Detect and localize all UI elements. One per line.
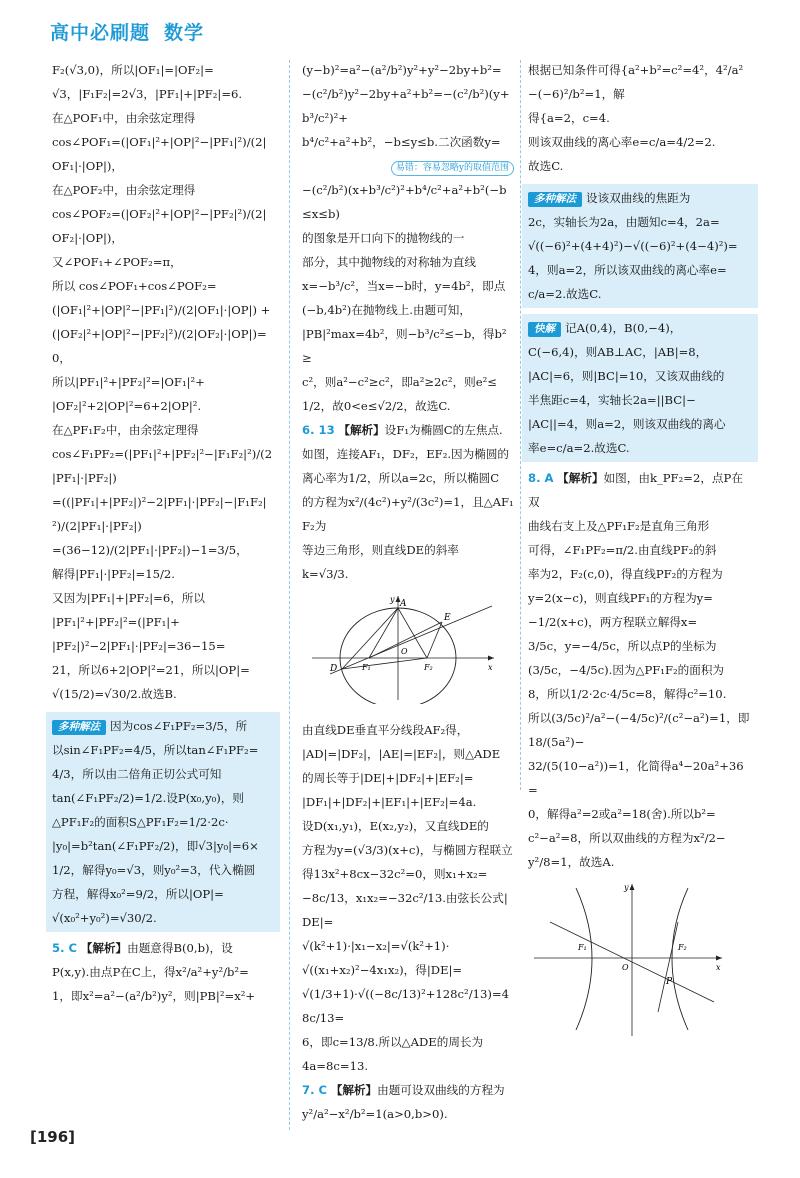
column-divider-2 [520, 60, 521, 790]
question-number: 5. C [52, 941, 78, 955]
text-line: √(1/3+1)·√((−8c/13)²+128c²/13)=48c/13= [302, 987, 509, 1025]
text-line: cos∠POF₂=(|OF₂|²+|OP|²−|PF₂|²)/(2|OF₂|·|OP|)， [52, 207, 267, 245]
book-title: 高中必刷题 [50, 22, 151, 44]
label-p: P [666, 977, 673, 987]
text-line: 3/5c，y=−4/5c，所以点P的坐标为 [528, 639, 717, 653]
text-line: 根据已知条件可得{a²+b²=c²=4²，4²/a²−(−6)²/b²=1，解 [528, 63, 744, 101]
hyperbola-figure [528, 880, 752, 1048]
text-line: 1/2，解得y₀=√3，则y₀²=3，代入椭圆 [52, 863, 256, 877]
text-line: P(x,y).由点P在C上，得x²/a²+y²/b²= [52, 965, 249, 979]
question-8 [528, 466, 752, 874]
text-line: 半焦距c=4，实轴长2a=||BC|− [528, 393, 696, 407]
text-line: 1，即x²=a²−(a²/b²)y²，则|PB|²=x²+ [52, 989, 256, 1003]
analysis-label: 【解析】 [338, 423, 385, 437]
text-line: √(k²+1)·|x₁−x₂|=√(k²+1)· [302, 939, 450, 953]
text-line: 离心率为1/2，所以a=2c，所以椭圆C [302, 471, 500, 485]
column-2 [302, 58, 514, 1126]
text-line: 设该双曲线的焦距为 [586, 191, 691, 205]
ellipse-diagram [302, 592, 502, 704]
text-line: 记A(0,4)，B(0,−4)， [565, 321, 682, 335]
text-line: 设F₁为椭圆C的左焦点. [384, 423, 503, 437]
text-line: √(x₀²+y₀²)=√30/2. [52, 911, 157, 925]
subject-title: 数学 [164, 22, 205, 44]
text-line: 21，所以6+2|OP|²=21，所以|OP|= [52, 663, 250, 677]
text-line: b⁴/c²+a²+b²，−b≤y≤b.二次函数y= [302, 135, 501, 149]
text-line: 率为2，F₂(c,0)，得直线PF₂的方程为 [528, 567, 723, 581]
text-line: 因为cos∠F₁PF₂=3/5，所 [110, 719, 248, 733]
label-x: x [716, 963, 721, 972]
text-line: (−b,4b²)在抛物线上.由题可知， [302, 303, 471, 317]
hyperbola-diagram [528, 880, 728, 1040]
text-line: −(c²/b²)y²−2by+a²+b²=−(c²/b²)(y+b³/c²)²+ [302, 87, 510, 125]
segment-ef2 [427, 622, 442, 658]
text-line: |PF₁|²+|PF₂|²=(|PF₁|+ [52, 615, 180, 629]
text-line: 4，则a=2，所以该双曲线的离心率e= [528, 263, 727, 277]
text-line: |AC|=6，则|BC|=10，又该双曲线的 [528, 369, 725, 383]
question-6 [302, 418, 514, 586]
question-5 [52, 936, 274, 1008]
page-number: [196] [30, 1128, 76, 1146]
text-line: |DF₁|+|DF₂|+|EF₁|+|EF₂|=4a. [302, 795, 477, 809]
text-line: −(c²/b²)(x+b³/c²)²+b⁴/c²+a²+b²(−b≤x≤b) [302, 183, 507, 221]
x-axis-arrow [716, 956, 722, 961]
text-line: 在△POF₂中，由余弦定理得 [52, 183, 196, 197]
text-line: −1/2(x+c)，两方程联立解得x= [528, 615, 698, 629]
col1-body [52, 58, 274, 706]
text-line: (|OF₂|²+|OP|²−|PF₂|²)/(2|OF₂|·|OP|)=0， [52, 327, 267, 365]
text-line: |PB|²max=4b²，则−b³/c²≤−b，得b²≥ [302, 327, 507, 365]
label-f2: F₂ [424, 663, 433, 672]
label-x: x [488, 663, 493, 672]
x-axis-arrow [488, 656, 494, 661]
text-line: c/a=2.故选C. [528, 287, 602, 301]
question-number: 7. C [302, 1083, 328, 1097]
label-a: A [400, 599, 407, 609]
text-line: |AC||=4，则a=2，则该双曲线的离心 [528, 417, 726, 431]
text-line: 以sin∠F₁PF₂=4/5，所以tan∠F₁PF₂= [52, 743, 259, 757]
hyperbola-right-branch [672, 888, 688, 1030]
text-line: 又∠POF₁+∠POF₂=π， [52, 255, 182, 269]
text-line: 所以|PF₁|²+|PF₂|²=|OF₁|²+ [52, 375, 205, 389]
question-7 [302, 1078, 514, 1126]
text-line: 方程，解得x₀²=9/2，所以|OP|= [52, 887, 224, 901]
text-line: √((−6)²+(4+4)²)−√((−6)²+(4−4)²)= [528, 239, 738, 253]
text-line: 4/3，所以由二倍角正切公式可知 [52, 767, 222, 781]
label-y: y [624, 883, 629, 892]
y-axis-arrow [630, 884, 635, 890]
text-line: 的周长等于|DE|+|DF₂|+|EF₂|= [302, 771, 474, 785]
text-line: cos∠F₁PF₂=(|PF₁|²+|PF₂|²−|F₁F₂|²)/(2|PF₁|·|PF₂|) [52, 447, 273, 485]
text-line: 等边三角形，则直线DE的斜率 [302, 543, 459, 557]
label-f1: F₁ [362, 663, 371, 672]
text-line: 则该双曲线的离心率e=c/a=4/2=2. [528, 135, 716, 149]
text-line: |AD|=|DF₂|，|AE|=|EF₂|，则△ADE [302, 747, 501, 761]
text-line: 由题意得B(0,b)，设 [127, 941, 233, 955]
multi-solution-box-1 [46, 712, 280, 932]
text-line: 率e=c/a=2.故选C. [528, 441, 630, 455]
text-line: 设D(x₁,y₁)，E(x₂,y₂)，又直线DE的 [302, 819, 489, 833]
text-line: 如图，由k_PF₂=2，点P在双 [528, 471, 743, 509]
label-y: y [390, 595, 395, 604]
text-line: (3/5c，−4/5c).因为△PF₁F₂的面积为 [528, 663, 725, 677]
text-line: 的图象是开口向下的抛物线的一 [302, 231, 465, 245]
label-d: D [330, 664, 338, 674]
text-line: 2c，实轴长为2a，由题知c=4，2a= [528, 215, 720, 229]
text-line: =(36−12)/(2|PF₁|·|PF₂|)−1=3/5， [52, 543, 248, 557]
label-f1: F₁ [578, 943, 587, 952]
text-line: y²/8=1，故选A. [528, 855, 615, 869]
multi-solution-tag: 多种解法 [52, 720, 106, 735]
text-line: (y−b)²=a²−(a²/b²)y²+y²−2by+b²= [302, 63, 502, 77]
text-line: 所以(3/5c)²/a²−(−4/5c)²/(c²−a²)=1，即18/(5a²)− [528, 711, 750, 749]
analysis-label: 【解析】 [330, 1083, 378, 1097]
text-line: 得{a=2，c=4. [528, 111, 610, 125]
ellipse-figure [302, 592, 514, 712]
column-divider-1 [289, 60, 290, 1130]
text-line: 曲线右支上及△PF₁F₂是直角三角形 [528, 519, 710, 533]
analysis-label: 【解析】 [80, 941, 128, 955]
text-line: 方程为y=(√3/3)(x+c)，与椭圆方程联立 [302, 843, 513, 857]
mistake-note-bubble: 易错：容易忽略y的取值范围 [391, 161, 514, 176]
quick-solution-tag: 快解 [528, 322, 561, 337]
analysis-label: 【解析】 [557, 471, 604, 485]
book-header [50, 18, 204, 45]
text-line: 的方程为x²/(4c²)+y²/(3c²)=1，且△AF₁F₂为 [302, 495, 514, 533]
multi-solution-box-2 [522, 184, 758, 308]
text-line: y=2(x−c)，则直线PF₁的方程为y= [528, 591, 713, 605]
label-origin: O [401, 647, 408, 656]
text-line: 0，解得a²=2或a²=18(舍).所以b²= [528, 807, 716, 821]
text-line: 得13x²+8cx−32c²=0，则x₁+x₂= [302, 867, 488, 881]
text-line: 在△PF₁F₂中，由余弦定理得 [52, 423, 199, 437]
text-line: c²−a²=8，所以双曲线的方程为x²/2− [528, 831, 726, 845]
text-line: 解得|PF₁|·|PF₂|=15/2. [52, 567, 175, 581]
text-line: C(−6,4)，则AB⊥AC，|AB|=8， [528, 345, 708, 359]
text-line: |PF₂|)²−2|PF₁|·|PF₂|=36−15= [52, 639, 226, 653]
text-line: k=√3/3. [302, 567, 349, 581]
text-line: 1/2，故0<e≤√2/2，故选C. [302, 399, 451, 413]
text-line: 由直线DE垂直平分线段AF₂得， [302, 723, 469, 737]
text-line: 6，即c=13/8.所以△ADE的周长为 [302, 1035, 484, 1049]
text-line: 故选C. [528, 159, 564, 173]
text-line: 8，所以1/2·2c·4/5c=8，解得c²=10. [528, 687, 727, 701]
text-line: y²/a²−x²/b²=1(a>0,b>0). [302, 1107, 448, 1121]
text-line: cos∠POF₁=(|OF₁|²+|OP|²−|PF₁|²)/(2|OF₁|·|OP|)， [52, 135, 267, 173]
text-line: 由题可设双曲线的方程为 [377, 1083, 505, 1097]
text-line: F₂(√3,0)，所以|OF₁|=|OF₂|= [52, 63, 214, 77]
label-e: E [444, 613, 451, 623]
text-line: √3，|F₁F₂|=2√3，|PF₁|+|PF₂|=6. [52, 87, 243, 101]
text-line: |y₀|=b²tan(∠F₁PF₂/2)，即√3|y₀|=6× [52, 839, 259, 853]
text-line: 所以 cos∠POF₁+cos∠POF₂= [52, 279, 217, 293]
text-line: 部分，其中抛物线的对称轴为直线 [302, 255, 476, 269]
column-3 [528, 58, 752, 1054]
question-number: 6. 13 [302, 423, 335, 437]
multi-solution-tag: 多种解法 [528, 192, 582, 207]
text-line: 可得，∠F₁PF₂=π/2.由直线PF₂的斜 [528, 543, 717, 557]
label-origin: O [622, 963, 629, 972]
quick-solution-box [522, 314, 758, 462]
text-line: 如图，连接AF₁，DF₂，EF₂.因为椭圆的 [302, 447, 510, 461]
text-line: 在△POF₁中，由余弦定理得 [52, 111, 196, 125]
line-de [330, 606, 492, 674]
text-line: √((x₁+x₂)²−4x₁x₂)，得|DE|= [302, 963, 463, 977]
text-line: x=−b³/c²，当x=−b时，y=4b²，即点 [302, 279, 506, 293]
text-line: =((|PF₁|+|PF₂|)²−2|PF₁|·|PF₂|−|F₁F₂|²)/(2|PF₁|·|PF₂|) [52, 495, 267, 533]
line-pf2 [658, 922, 678, 1012]
text-line: 又因为|PF₁|+|PF₂|=6，所以 [52, 591, 205, 605]
question-number: 8. A [528, 471, 554, 485]
text-line: 4a=8c=13. [302, 1059, 369, 1073]
text-line: √(15/2)=√30/2.故选B. [52, 687, 177, 701]
hyperbola-left-branch [576, 888, 592, 1030]
column-1 [52, 58, 274, 1008]
segment-ad [342, 608, 398, 669]
text-line: 32/(5(10−a²))=1，化简得a⁴−20a²+36= [528, 759, 744, 797]
text-line: tan(∠F₁PF₂/2)=1/2.设P(x₀,y₀)，则 [52, 791, 245, 805]
text-line: (|OF₁|²+|OP|²−|PF₁|²)/(2|OF₁|·|OP|) + [52, 303, 271, 317]
text-line: c²，则a²−c²≥c²，即a²≥2c²，则e²≤ [302, 375, 497, 389]
text-line: △PF₁F₂的面积S△PF₁F₂=1/2·2c· [52, 815, 229, 829]
label-f2: F₂ [678, 943, 687, 952]
text-line: −8c/13，x₁x₂=−32c²/13.由弦长公式|DE|= [302, 891, 508, 929]
text-line: |OF₂|²+2|OP|²=6+2|OP|². [52, 399, 202, 413]
